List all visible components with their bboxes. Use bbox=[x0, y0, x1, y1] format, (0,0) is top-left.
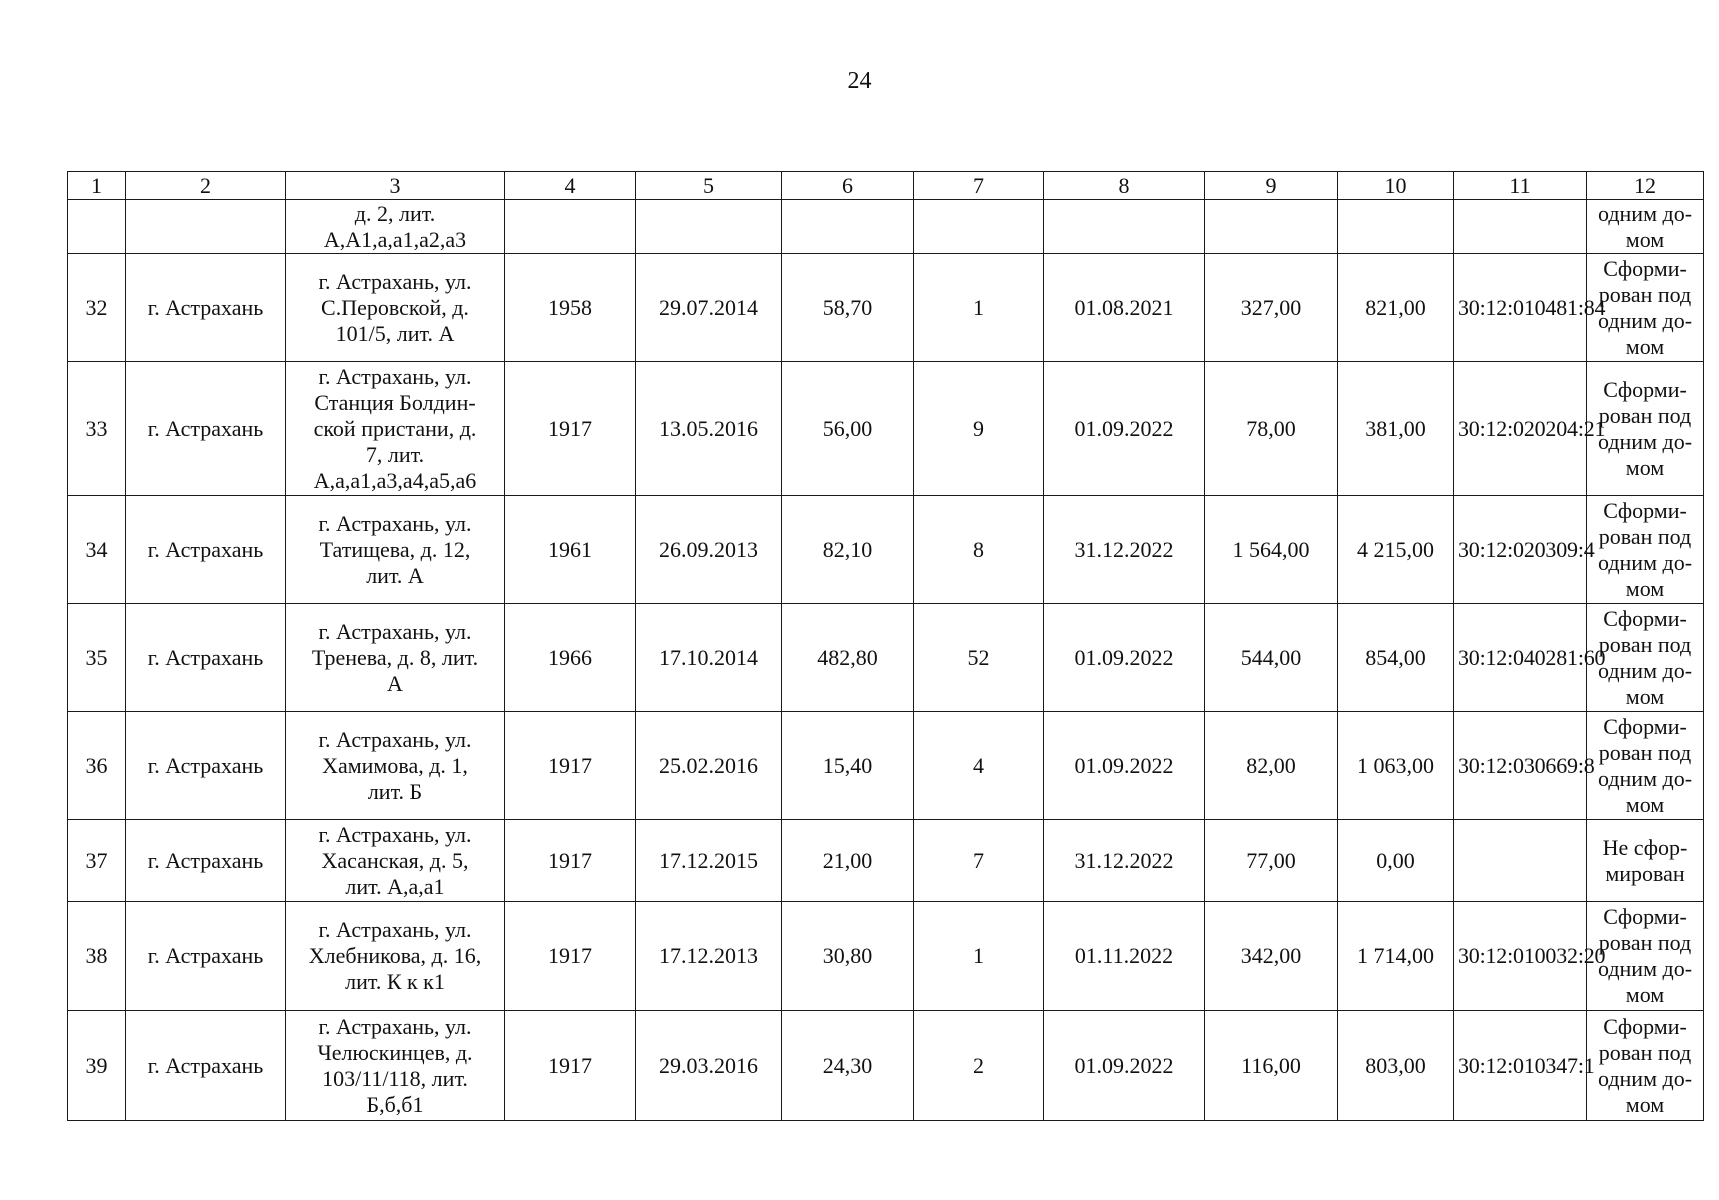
address-text: г. Астрахань, ул. Тренева, д. 8, лит. А bbox=[311, 618, 479, 696]
table-row-32 bbox=[68, 254, 1704, 362]
column-header-8: 8 bbox=[1044, 172, 1205, 200]
row-number-cell: 36 bbox=[68, 712, 126, 820]
address-cell bbox=[286, 604, 505, 712]
city-cell: г. Астрахань bbox=[126, 902, 286, 1011]
value-10-cell: 1 063,00 bbox=[1338, 712, 1454, 820]
table-row-38 bbox=[68, 902, 1704, 1011]
column-header-4: 4 bbox=[505, 172, 636, 200]
area-cell: 21,00 bbox=[782, 820, 914, 902]
address-text: г. Астрахань, ул. Хасанская, д. 5, лит. А,а,а1 bbox=[318, 821, 472, 899]
year-cell bbox=[505, 200, 636, 254]
land-status-cell bbox=[1587, 1011, 1704, 1121]
row-number-cell: 33 bbox=[68, 362, 126, 496]
column-header-2: 2 bbox=[126, 172, 286, 200]
residents-cell: 52 bbox=[914, 604, 1044, 712]
value-10-cell: 0,00 bbox=[1338, 820, 1454, 902]
city-cell: г. Астрахань bbox=[126, 712, 286, 820]
table-row-34 bbox=[68, 496, 1704, 604]
area-cell: 58,70 bbox=[782, 254, 914, 362]
city-cell: г. Астрахань bbox=[126, 820, 286, 902]
residents-cell: 1 bbox=[914, 902, 1044, 1011]
area-cell: 24,30 bbox=[782, 1011, 914, 1121]
row-number-cell: 34 bbox=[68, 496, 126, 604]
cadastral-number-cell: 30:12:020204:21 bbox=[1454, 362, 1587, 496]
table-row-continuation bbox=[68, 200, 1704, 254]
planned-date-cell: 01.08.2021 bbox=[1044, 254, 1205, 362]
year-cell: 1966 bbox=[505, 604, 636, 712]
land-status-cell bbox=[1587, 254, 1704, 362]
table-row-36 bbox=[68, 712, 1704, 820]
recognition-date-cell: 17.12.2013 bbox=[636, 902, 782, 1011]
value-9-cell bbox=[1205, 200, 1338, 254]
cadastral-number-cell: 30:12:010481:84 bbox=[1454, 254, 1587, 362]
land-status-cell bbox=[1587, 902, 1704, 1011]
address-cell bbox=[286, 200, 505, 254]
address-text: г. Астрахань, ул. С.Перовской, д. 101/5, лит. А bbox=[318, 268, 472, 346]
address-cell bbox=[286, 254, 505, 362]
column-header-11: 11 bbox=[1454, 172, 1587, 200]
city-cell: г. Астрахань bbox=[126, 496, 286, 604]
column-header-12: 12 bbox=[1587, 172, 1704, 200]
value-9-cell: 327,00 bbox=[1205, 254, 1338, 362]
land-status-text: Сформи- рован под одним до- мом bbox=[1597, 1013, 1693, 1117]
land-status-cell bbox=[1587, 200, 1704, 254]
value-9-cell: 1 564,00 bbox=[1205, 496, 1338, 604]
year-cell: 1958 bbox=[505, 254, 636, 362]
address-text: г. Астрахань, ул. Татищева, д. 12, лит. А bbox=[318, 510, 472, 588]
area-cell bbox=[782, 200, 914, 254]
planned-date-cell: 01.09.2022 bbox=[1044, 362, 1205, 496]
year-cell: 1917 bbox=[505, 1011, 636, 1121]
value-10-cell: 1 714,00 bbox=[1338, 902, 1454, 1011]
recognition-date-cell bbox=[636, 200, 782, 254]
year-cell: 1961 bbox=[505, 496, 636, 604]
page-number: 24 bbox=[847, 68, 872, 94]
column-header-7: 7 bbox=[914, 172, 1044, 200]
value-9-cell: 544,00 bbox=[1205, 604, 1338, 712]
column-header-10: 10 bbox=[1338, 172, 1454, 200]
value-10-cell bbox=[1338, 200, 1454, 254]
value-9-cell: 116,00 bbox=[1205, 1011, 1338, 1121]
table-body bbox=[68, 200, 1704, 1121]
recognition-date-cell: 29.03.2016 bbox=[636, 1011, 782, 1121]
residents-cell: 8 bbox=[914, 496, 1044, 604]
value-10-cell: 381,00 bbox=[1338, 362, 1454, 496]
city-cell: г. Астрахань bbox=[126, 362, 286, 496]
area-cell: 82,10 bbox=[782, 496, 914, 604]
recognition-date-cell: 29.07.2014 bbox=[636, 254, 782, 362]
city-cell: г. Астрахань bbox=[126, 604, 286, 712]
land-status-cell bbox=[1587, 496, 1704, 604]
recognition-date-cell: 17.10.2014 bbox=[636, 604, 782, 712]
area-cell: 15,40 bbox=[782, 712, 914, 820]
column-header-3: 3 bbox=[286, 172, 505, 200]
value-10-cell: 821,00 bbox=[1338, 254, 1454, 362]
planned-date-cell: 01.11.2022 bbox=[1044, 902, 1205, 1011]
cadastral-number-cell bbox=[1454, 820, 1587, 902]
year-cell: 1917 bbox=[505, 362, 636, 496]
value-10-cell: 803,00 bbox=[1338, 1011, 1454, 1121]
residents-cell: 4 bbox=[914, 712, 1044, 820]
column-header-5: 5 bbox=[636, 172, 782, 200]
area-cell: 30,80 bbox=[782, 902, 914, 1011]
cadastral-number-cell: 30:12:010032:20 bbox=[1454, 902, 1587, 1011]
row-number-cell: 38 bbox=[68, 902, 126, 1011]
area-cell: 56,00 bbox=[782, 362, 914, 496]
cadastral-number-cell bbox=[1454, 200, 1587, 254]
row-number-cell: 35 bbox=[68, 604, 126, 712]
land-status-cell bbox=[1587, 362, 1704, 496]
area-cell: 482,80 bbox=[782, 604, 914, 712]
address-cell bbox=[286, 712, 505, 820]
land-status-text: Сформи- рован под одним до- мом bbox=[1597, 713, 1693, 817]
column-header-6: 6 bbox=[782, 172, 914, 200]
address-cell bbox=[286, 820, 505, 902]
recognition-date-cell: 13.05.2016 bbox=[636, 362, 782, 496]
land-status-cell bbox=[1587, 820, 1704, 902]
value-9-cell: 77,00 bbox=[1205, 820, 1338, 902]
address-cell bbox=[286, 902, 505, 1011]
residents-cell: 9 bbox=[914, 362, 1044, 496]
value-9-cell: 78,00 bbox=[1205, 362, 1338, 496]
value-9-cell: 342,00 bbox=[1205, 902, 1338, 1011]
table-row-35 bbox=[68, 604, 1704, 712]
residents-cell: 2 bbox=[914, 1011, 1044, 1121]
land-status-text: Сформи- рован под одним до- мом bbox=[1597, 904, 1693, 1007]
table-row-33 bbox=[68, 362, 1704, 496]
city-cell: г. Астрахань bbox=[126, 254, 286, 362]
residents-cell: 7 bbox=[914, 820, 1044, 902]
column-number-row bbox=[68, 172, 1704, 200]
land-status-text: одним до- мом bbox=[1597, 200, 1693, 252]
land-status-text: Сформи- рован под одним до- мом bbox=[1597, 605, 1693, 709]
cadastral-number-cell: 30:12:030669:8 bbox=[1454, 712, 1587, 820]
planned-date-cell bbox=[1044, 200, 1205, 254]
planned-date-cell: 01.09.2022 bbox=[1044, 712, 1205, 820]
value-10-cell: 854,00 bbox=[1338, 604, 1454, 712]
land-status-cell bbox=[1587, 604, 1704, 712]
recognition-date-cell: 17.12.2015 bbox=[636, 820, 782, 902]
address-cell bbox=[286, 496, 505, 604]
row-number-cell bbox=[68, 200, 126, 254]
address-text: г. Астрахань, ул. Хлебникова, д. 16, лит. К к к1 bbox=[308, 917, 482, 994]
year-cell: 1917 bbox=[505, 820, 636, 902]
city-cell: г. Астрахань bbox=[126, 1011, 286, 1121]
planned-date-cell: 01.09.2022 bbox=[1044, 1011, 1205, 1121]
table-header bbox=[68, 172, 1704, 200]
city-cell bbox=[126, 200, 286, 254]
table-row-39 bbox=[68, 1011, 1704, 1121]
cadastral-number-cell: 30:12:040281:60 bbox=[1454, 604, 1587, 712]
table-row-37 bbox=[68, 820, 1704, 902]
address-text: г. Астрахань, ул. Хамимова, д. 1, лит. Б bbox=[318, 726, 472, 804]
address-text: д. 2, лит. А,А1,а,а1,а2,а3 bbox=[323, 200, 467, 252]
land-status-text: Сформи- рован под одним до- мом bbox=[1597, 376, 1693, 480]
value-9-cell: 82,00 bbox=[1205, 712, 1338, 820]
planned-date-cell: 31.12.2022 bbox=[1044, 820, 1205, 902]
land-status-text: Сформи- рован под одним до- мом bbox=[1597, 255, 1693, 359]
row-number-cell: 32 bbox=[68, 254, 126, 362]
address-text: г. Астрахань, ул. Челюскинцев, д. 103/11/118, лит. Б,б,б1 bbox=[317, 1013, 473, 1117]
land-status-text: Не сфор- мирован bbox=[1602, 834, 1688, 886]
recognition-date-cell: 26.09.2013 bbox=[636, 496, 782, 604]
housing-registry-table bbox=[67, 171, 1704, 1121]
column-header-9: 9 bbox=[1205, 172, 1338, 200]
year-cell: 1917 bbox=[505, 902, 636, 1011]
cadastral-number-cell: 30:12:010347:1 bbox=[1454, 1011, 1587, 1121]
year-cell: 1917 bbox=[505, 712, 636, 820]
column-header-1: 1 bbox=[68, 172, 126, 200]
address-cell bbox=[286, 1011, 505, 1121]
residents-cell: 1 bbox=[914, 254, 1044, 362]
residents-cell bbox=[914, 200, 1044, 254]
planned-date-cell: 31.12.2022 bbox=[1044, 496, 1205, 604]
value-10-cell: 4 215,00 bbox=[1338, 496, 1454, 604]
address-cell bbox=[286, 362, 505, 496]
address-text: г. Астрахань, ул. Станция Болдин- ской пристани, д. 7, лит. А,а,а1,а3,а4,а5,а6 bbox=[313, 363, 477, 493]
land-status-text: Сформи- рован под одним до- мом bbox=[1597, 497, 1693, 601]
planned-date-cell: 01.09.2022 bbox=[1044, 604, 1205, 712]
cadastral-number-cell: 30:12:020309:4 bbox=[1454, 496, 1587, 604]
row-number-cell: 39 bbox=[68, 1011, 126, 1121]
recognition-date-cell: 25.02.2016 bbox=[636, 712, 782, 820]
land-status-cell bbox=[1587, 712, 1704, 820]
row-number-cell: 37 bbox=[68, 820, 126, 902]
